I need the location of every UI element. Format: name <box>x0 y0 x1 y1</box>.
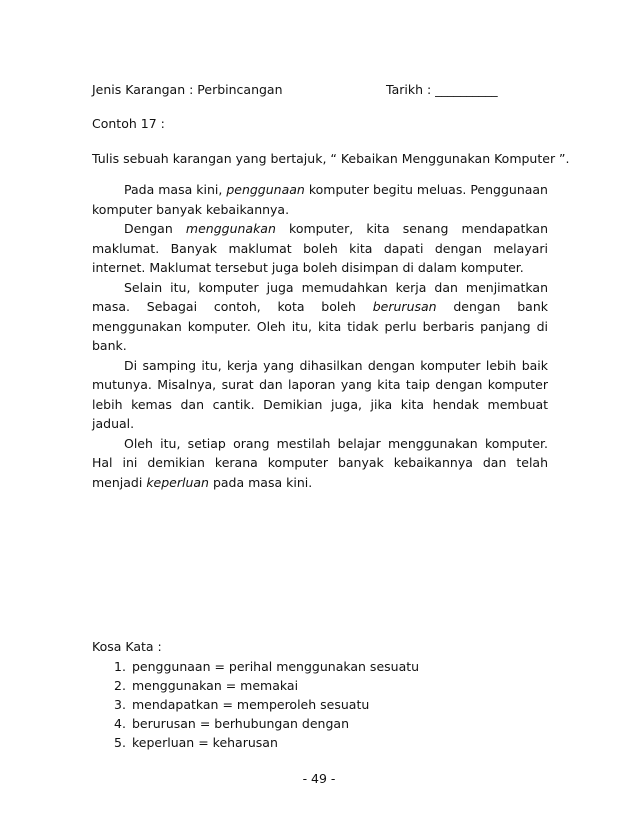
item-number: 4. <box>114 716 126 731</box>
item-number: 2. <box>114 678 126 693</box>
paragraph-text: komputer begitu meluas. Penggunaan komputer banyak kebaikannya. <box>92 182 548 217</box>
item-text: penggunaan = perihal menggunakan sesuatu <box>132 659 420 674</box>
item-number: 3. <box>114 697 126 712</box>
paragraph-text: dengan bank menggunakan komputer. Oleh itu, kita tidak perlu berbaris panjang di bank. <box>92 299 548 353</box>
list-item <box>114 676 419 695</box>
paragraph-text: Pada masa kini, <box>124 182 227 197</box>
keyword: menggunakan <box>185 221 276 236</box>
vocabulary-title: Kosa Kata : <box>92 639 162 654</box>
item-text: mendapatkan = memperoleh sesuatu <box>132 697 370 712</box>
paragraph-text: pada masa kini. <box>208 474 313 490</box>
paragraph-text: komputer, kita senang mendapatkan maklumat. Banyak maklumat boleh kita dapati dengan melayari internet. Maklumat tersebut juga boleh disimpan di dalam komputer. <box>92 221 549 275</box>
list-item <box>114 733 419 752</box>
paragraph-text: Di samping itu, kerja yang dihasilkan dengan komputer lebih baik mutunya. Misalnya, surat dan laporan yang kita taip dengan komputer lebih kemas dan cantik. Demikian juga, jika kita hendak membuat jadual. <box>92 357 548 431</box>
keyword: berurusan <box>372 299 437 314</box>
paragraph-text: Oleh itu, setiap orang mestilah belajar menggunakan komputer. Hal ini demikian kerana komputer banyak kebaikannya dan telah menjadi <box>92 435 548 490</box>
essay-type-label: Jenis Karangan : Perbincangan <box>92 82 283 97</box>
paragraph-text: Selain itu, komputer juga memudahkan kerja dan menjimatkan masa. Sebagai contoh, kota boleh <box>92 279 548 314</box>
paragraph-5 <box>92 434 548 493</box>
keyword: keperluan <box>146 474 209 490</box>
date-field: Tarikh : __________ <box>386 82 498 97</box>
list-item <box>114 714 419 733</box>
vocabulary-list <box>114 657 419 752</box>
page-number: - 49 - <box>302 771 336 786</box>
paragraph-text: Dengan <box>124 221 186 236</box>
keyword: penggunaan <box>226 182 305 197</box>
item-text: berurusan = berhubungan dengan <box>132 716 349 731</box>
paragraph-4 <box>92 356 548 434</box>
item-text: keperluan = keharusan <box>132 735 278 750</box>
item-number: 1. <box>114 659 126 674</box>
paragraph-2 <box>92 219 548 278</box>
paragraph-3 <box>92 278 548 356</box>
list-item <box>114 657 419 676</box>
essay-body <box>92 180 548 492</box>
paragraph-1 <box>92 180 548 219</box>
list-item <box>114 695 419 714</box>
item-text: menggunakan = memakai <box>132 678 299 693</box>
item-number: 5. <box>114 735 126 750</box>
essay-instruction: Tulis sebuah karangan yang bertajuk, “ Kebaikan Menggunakan Komputer ”. <box>92 151 570 166</box>
example-number: Contoh 17 : <box>92 116 165 131</box>
